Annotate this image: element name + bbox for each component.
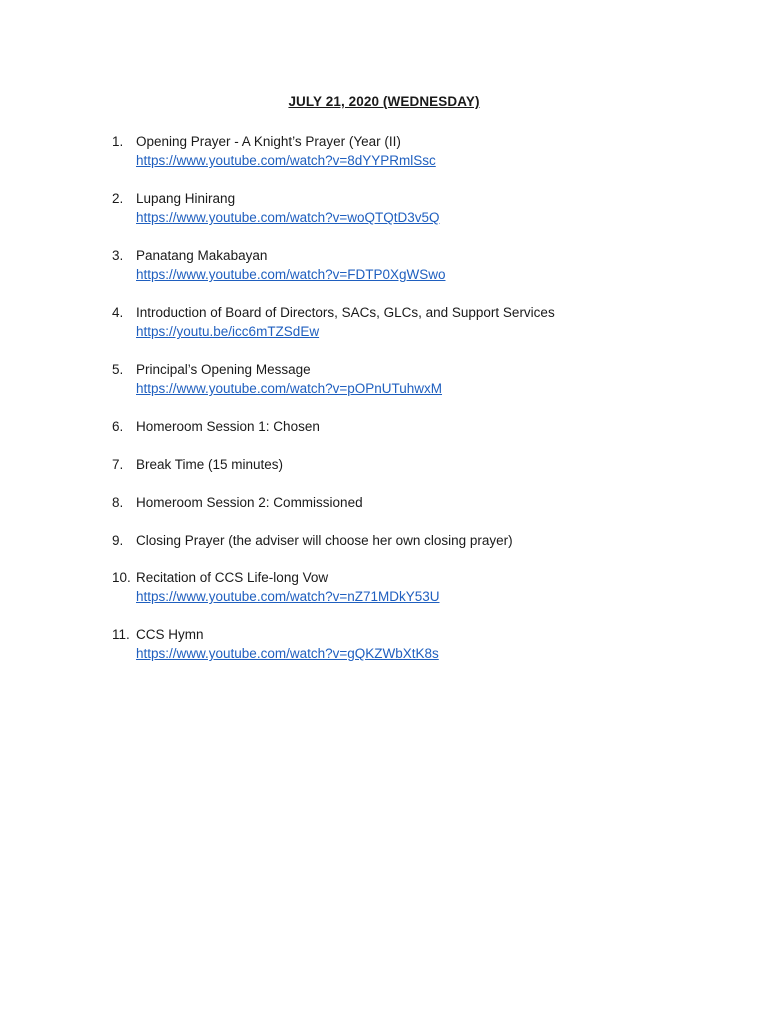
item-text: Homeroom Session 2: Commissioned [136, 495, 363, 510]
item-text: Recitation of CCS Life-long Vow [136, 570, 329, 585]
item-number: 7. [112, 457, 124, 472]
item-text: Closing Prayer (the adviser will choose her own closing prayer) [136, 533, 513, 548]
youtube-link[interactable]: https://www.youtube.com/watch?v=pOPnUTuhwxM [136, 381, 443, 396]
item-text: Lupang Hinirang [136, 191, 236, 206]
document-title: JULY 21, 2020 (WEDNESDAY) [288, 94, 480, 109]
item-number: 6. [112, 419, 124, 434]
item-text: Panatang Makabayan [136, 248, 268, 263]
youtube-link[interactable]: https://www.youtube.com/watch?v=gQKZWbXtK8s [136, 646, 439, 661]
item-number: 10. [112, 570, 131, 585]
item-number: 5. [112, 362, 124, 377]
item-number: 1. [112, 134, 124, 149]
item-text: Introduction of Board of Directors, SACs, GLCs, and Support Services [136, 305, 555, 320]
item-text: Break Time (15 minutes) [136, 457, 284, 472]
item-text: Principal’s Opening Message [136, 362, 311, 377]
item-text: CCS Hymn [136, 627, 204, 642]
youtube-link[interactable]: https://www.youtube.com/watch?v=woQTQtD3v5Q [136, 210, 440, 225]
item-number: 3. [112, 248, 124, 263]
item-number: 8. [112, 495, 124, 510]
item-number: 11. [112, 627, 130, 642]
item-text: Homeroom Session 1: Chosen [136, 419, 320, 434]
item-text: Opening Prayer - A Knight’s Prayer (Year (II) [136, 134, 401, 149]
youtube-link[interactable]: https://youtu.be/icc6mTZSdEw [136, 324, 320, 339]
item-number: 4. [112, 305, 124, 320]
item-number: 2. [112, 191, 124, 206]
youtube-link[interactable]: https://www.youtube.com/watch?v=FDTP0XgWSwo [136, 267, 446, 282]
youtube-link[interactable]: https://www.youtube.com/watch?v=8dYYPRmlSsc [136, 153, 436, 168]
youtube-link[interactable]: https://www.youtube.com/watch?v=nZ71MDkY53U [136, 589, 440, 604]
item-number: 9. [112, 533, 124, 548]
